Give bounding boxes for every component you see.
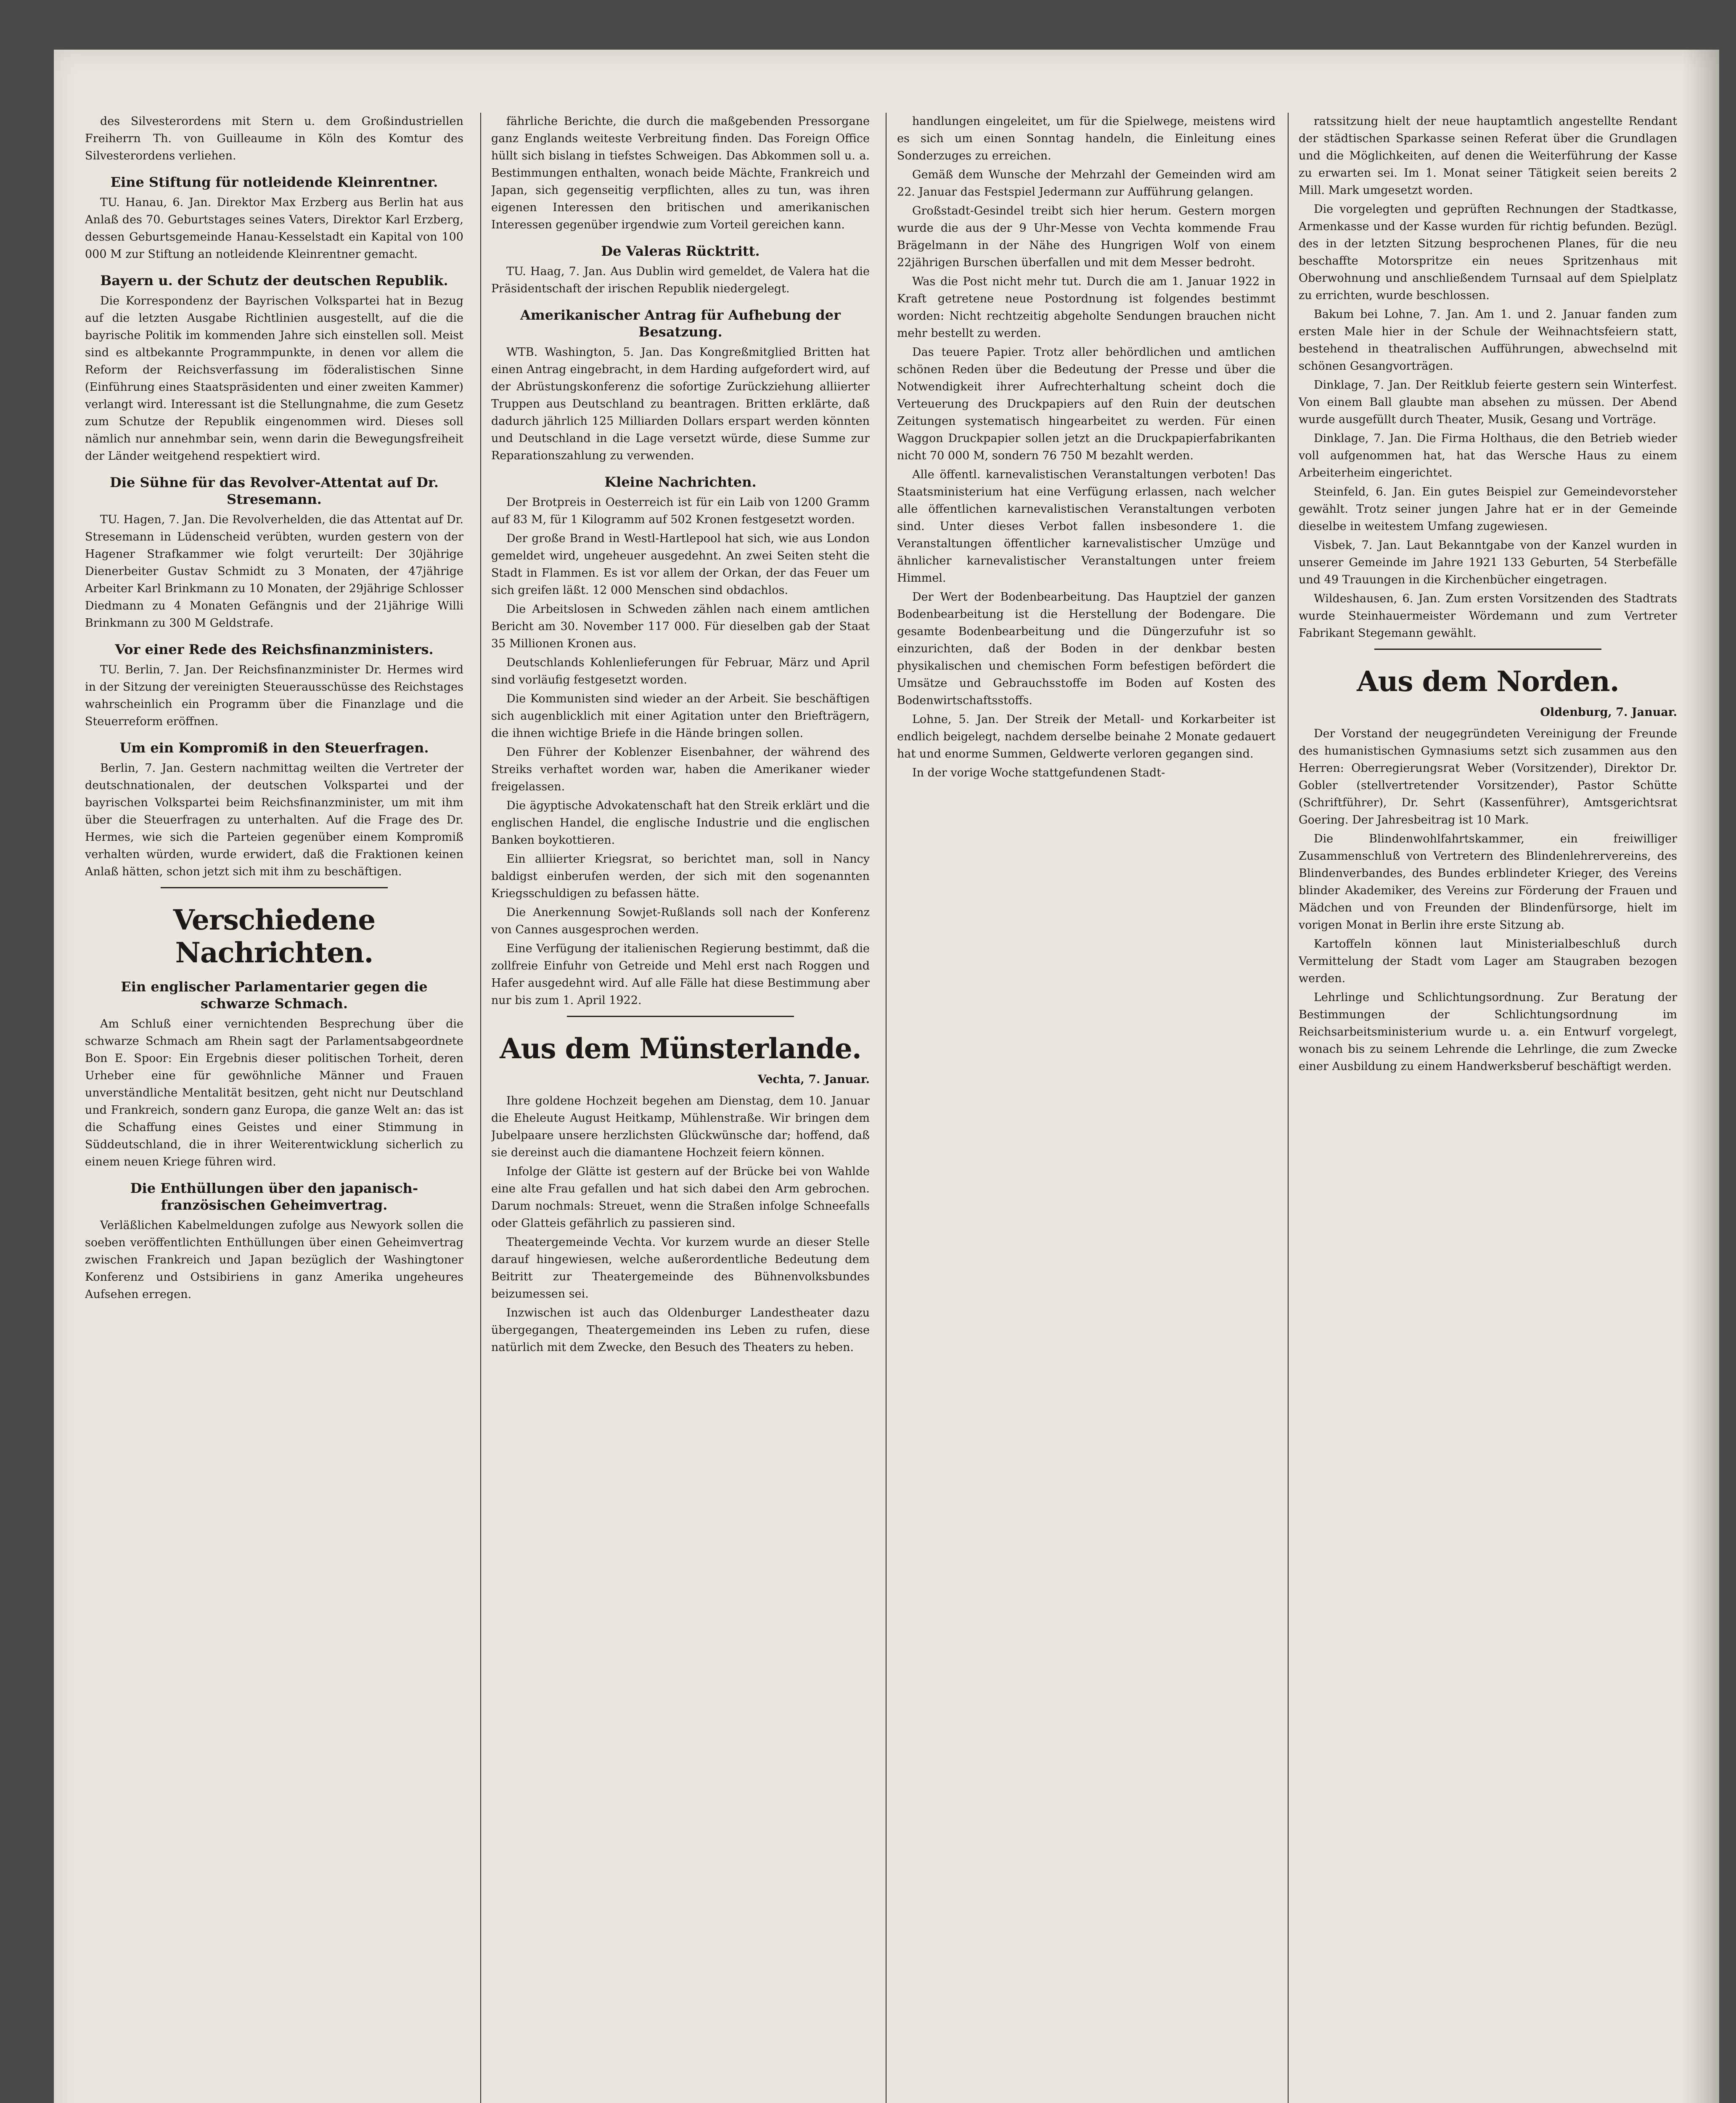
article-text: Die Arbeitslosen in Schweden zählen nach einem amtlichen Bericht am 30. November 117 000. Für dieselben gab der Staat 35 Millionen Kronen aus. [491,603,870,650]
section-title: Aus dem Münsterlande. [500,1032,861,1065]
article-text: Die vorgelegten und geprüften Rechnungen der Stadtkasse, Armenkasse und der Kasse wurden für richtig befunden. Bezügl. des in der letzten Sitzung besprochenen Planes, für die neu beschaffte Motorspritze ein neues Spritzenhaus mit Oberwohnung und anschließendem Turnsaal auf dem Spielplatz zu errichten, wurde beschlossen. [1299,203,1677,302]
article-text: ratssitzung hielt der neue hauptamtlich angestellte Rendant der städtischen Sparkasse seinen Referat über die Grundlagen und die Möglichkeiten, auf denen die Weiterführung der Kasse zu erwarten sei. Im 1. Monat seiner Tätigkeit seien bereits 2 Mill. Mark umgesetzt worden. [1299,115,1677,197]
article-text: Eine Verfügung der italienischen Regierung bestimmt, daß die zollfreie Einfuhr von Getreide und Mehl erst nach Roggen und Hafer ausgedehnt wird. Auf alle Fälle hat diese Bestimmung aber nur bis zum 1. April 1922. [491,942,870,1007]
column-divider [480,113,481,2103]
article-text: Gemäß dem Wunsche der Mehrzahl der Gemeinden wird am 22. Januar das Festspiel Jedermann zur Aufführung gelangen. [897,168,1276,199]
article-text: In der vorige Woche stattgefundenen Stadt- [912,766,1165,779]
article-text: Die ägyptische Advokatenschaft hat den Streik erklärt und die englischen Handel, die englische Industrie und die englischen Banken boykottieren. [491,799,870,847]
article-text: Inzwischen ist auch das Oldenburger Landestheater dazu übergegangen, Theatergemeinden ins Leben zu rufen, diese natürlich mit dem Zwecke, den Besuch des Theaters zu heben. [491,1306,870,1354]
article-text: Die Korrespondenz der Bayrischen Volkspartei hat in Bezug auf die letzten Ausgabe Richtlinien ausgestellt, auf die die bayrische Politik im kommenden Jahre sich einstellen soll. Meist sind es altbekannte Programmpunkte, in denen vor allem die Reform der Reichsverfassung im föderalistischen Sinne (Einführung eines Staatspräsidenten und einer zweiten Kammer) verlangt wird. Interessant ist die Stellungnahme, die zum Gesetz zum Schutze der Republik eingenommen wird. Dieses soll nämlich nur annehmbar sein, wenn darin die Bewegungsfreiheit der Länder weitgehend respektiert wird. [85,294,463,463]
column-divider [886,113,887,2103]
article-headline: Bayern u. der Schutz der deutschen Republik. [100,273,448,289]
section-title: Aus dem Norden. [1357,665,1619,698]
section-rule [161,887,388,888]
article-text: Den Führer der Koblenzer Eisenbahner, der während des Streiks verhaftet worden war, haben die Amerikaner wieder freigelassen. [491,746,870,793]
article-text: Lehrlinge und Schlichtungsordnung. Zur Beratung der Bestimmungen der Schlichtungsordnung im Reichsarbeitsministerium wurde u. a. ein Entwurf vorgelegt, wonach bis zu seinem Lehrende die Lehrlinge, die zum Zwecke einer Ausbildung zu einem Handwerksberuf beschäftigt werden. [1299,991,1677,1073]
dateline: Oldenburg, 7. Januar. [1540,706,1677,719]
article-text: Infolge der Glätte ist gestern auf der Brücke bei von Wahlde eine alte Frau gefallen und hat sich dabei den Arm gebrochen. Darum nochmals: Streuet, wenn die Straßen infolge Schneefalls oder Glatteis gefährlich zu passieren sind. [491,1165,870,1230]
dateline: Vechta, 7. Januar. [757,1073,870,1086]
article-text: Der Brotpreis in Oesterreich ist für ein Laib von 1200 Gramm auf 83 M, für 1 Kilogramm auf 502 Kronen festgesetzt worden. [491,496,870,526]
article-headline: Die Enthüllungen über den japanisch-französischen Geheimvertrag. [130,1180,418,1213]
article-text: Bakum bei Lohne, 7. Jan. Am 1. und 2. Januar fanden zum ersten Male hier in der Schule der Weihnachtsfeiern statt, bestehend in theatralischen Aufführungen, abwechselnd mit schönen Gesangvorträgen. [1299,308,1677,373]
article-text: Visbek, 7. Jan. Laut Bekanntgabe von der Kanzel wurden in unserer Gemeinde im Jahre 1921 133 Geburten, 54 Sterbefälle und 49 Trauungen in die Kirchenbücher eingetragen. [1299,539,1677,586]
article-text: TU. Hanau, 6. Jan. Direktor Max Erzberg aus Berlin hat aus Anlaß des 70. Geburtstages seines Vaters, Direktor Karl Erzberg, dessen Geburtsgemeinde Hanau-Kesselstadt ein Kapital von 100 000 M zur Stiftung an notleidende Kleinrentner gemacht. [85,196,463,261]
article-text: Lohne, 5. Jan. Der Streik der Metall- und Korkarbeiter ist endlich beigelegt, nachdem derselbe beinahe 2 Monate gedauert hat und enorme Summen, Geldwerte verloren gegangen sind. [897,713,1276,760]
article-text: Steinfeld, 6. Jan. Ein gutes Beispiel zur Gemeindevorsteher gewählt. Trotz seiner jungen Jahre hat er in der Gemeinde dieselbe in weitestem Umfang zugewiesen. [1299,485,1677,533]
article-text: Alle öffentl. karnevalistischen Veranstaltungen verboten! Das Staatsministerium hat eine Verfügung erlassen, nach welcher alle öffentlichen karnevalistischen Veranstaltungen verboten sind. Unter dieses Verbot fallen insbesondere 1. die Veranstaltungen öffentlicher karnevalistischer Umzüge und ähnlicher karnevalistischer Veranstaltungen unter freiem Himmel. [897,468,1276,585]
article-text: Dinklage, 7. Jan. Der Reitklub feierte gestern sein Winterfest. Von einem Ball glaubte man absehen zu müssen. Der Abend wurde ausgefüllt durch Theater, Musik, Gesang und Vorträge. [1299,379,1677,426]
article-headline: Die Sühne für das Revolver-Attentat auf Dr. Stresemann. [110,474,439,507]
article-text: TU. Hagen, 7. Jan. Die Revolverhelden, die das Attentat auf Dr. Stresemann in Lüdenscheid verübten, wurden gestern von der Hagener Strafkammer wie folgt verurteilt: Der 30jährige Dienerbeiter Gustav Schmidt zu 3 Monaten, der 47jährige Arbeiter Karl Brinkmann zu 10 Monaten, der 29jährige Schlosser Diedmann zu 4 Monaten Gefängnis und der 21jährige Willi Brinkmann zu 300 M Geldstrafe. [85,513,463,630]
article-text: Der große Brand in Westl-Hartlepool hat sich, wie aus London gemeldet wird, ungeheuer ausgedehnt. An zwei Seiten steht die Stadt in Flammen. Es ist vor allem der Orkan, der das Feuer um sich greifen läßt. 12 000 Menschen sind obdachlos. [491,532,870,597]
article-text: Am Schluß einer vernichtenden Besprechung über die schwarze Schmach am Rhein sagt der Parlamentsabgeordnete Bon E. Spoor: Ein Ergebnis dieser politischen Torheit, deren Urheber eine für gewöhnliche Männer und Frauen unverständliche Mentalität besitzen, geht nicht nur Deutschland und Frankreich, sondern ganz Europa, die ganze Welt an: das ist die Schaffung eines Geistes und einer Stimmung in Süddeutschland, die in ihrer Weiterentwicklung sicherlich zu einem neuen Kriege führen wird. [85,1017,463,1168]
column-1 [85,113,463,2103]
article-headline: De Valeras Rücktritt. [601,243,760,259]
article-headline: Um ein Kompromiß in den Steuerfragen. [119,740,429,756]
article-text: Wildeshausen, 6. Jan. Zum ersten Vorsitzenden des Stadtrats wurde Steinhauermeister Wördemann und zum Vertreter Fabrikant Stegemann gewählt. [1299,592,1677,640]
article-text: Ein alliierter Kriegsrat, so berichtet man, soll in Nancy baldigst einberufen werden, der sich mit den sogenannten Kriegsschuldigen zu befassen hätte. [491,853,870,900]
column-3 [897,113,1276,2103]
article-text: Ihre goldene Hochzeit begehen am Dienstag, dem 10. Januar die Eheleute August Heitkamp, Mühlenstraße. Wir bringen dem Jubelpaare unsere herzlichsten Glückwünsche dar; hoffend, daß sie dereinst auch die diamantene Hochzeit feiern können. [491,1094,870,1159]
section-rule [1374,649,1601,650]
article-text: WTB. Washington, 5. Jan. Das Kongreßmitglied Britten hat einen Antrag eingebracht, in dem Harding aufgefordert wird, auf der Abrüstungskonferenz die sofortige Zurückziehung alliierter Truppen aus Deutschland zu beantragen. Britten erklärte, daß dadurch jährlich 125 Milliarden Dollars erspart werden könnten und Deutschland in die Lage versetzt würde, diese Summe zur Reparationszahlung zu verwenden. [491,346,870,462]
article-text: Was die Post nicht mehr tut. Durch die am 1. Januar 1922 in Kraft getretene neue Postordnung ist folgendes bestimmt worden: Nicht rechtzeitig abgeholte Sendungen brauchen nicht mehr bestellt zu werden. [897,275,1276,340]
article-text: Die Kommunisten sind wieder an der Arbeit. Sie beschäftigen sich augenblicklich mit einer Agitation unter den Briefträgern, die ihnen wichtige Briefe in die Hände bringen sollen. [491,692,870,740]
article-text: Die Blindenwohlfahrtskammer, ein freiwilliger Zusammenschluß von Vertretern des Blindenlehrervereins, des Blindenverbandes, des Bundes erblindeter Krieger, des Vereins blinder Akademiker, des Vereins zur Förderung der Frauen und Mädchen und von Freunden der Blindenfürsorge, hielt im vorigen Monat in Berlin ihre erste Sitzung ab. [1299,832,1677,932]
column-2 [491,113,870,2103]
article-text: Das teuere Papier. Trotz aller behördlichen und amtlichen schönen Reden über die Bedeutung der Presse und über die Notwendigkeit ihrer Aufrechterhaltung scheint doch die Verteuerung des Druckpapiers auf den Ruin der deutschen Zeitungen systematisch hingearbeitet zu werden. Für einen Waggon Druckpapier sollen jetzt an die Druckpapierfabrikanten nicht 70 000 M, sondern 76 750 M bezahlt werden. [897,346,1276,462]
article-text: Großstadt-Gesindel treibt sich hier herum. Gestern morgen wurde die aus der 9 Uhr-Messe von Vechta kommende Frau Brägelmann in der Nähe des Hungrigen Wolf von einem 22jährigen Burschen überfallen und mit dem Messer bedroht. [897,204,1276,269]
article-text: Der Vorstand der neugegründeten Vereinigung der Freunde des humanistischen Gymnasiums setzt sich zusammen aus den Herren: Oberregierungsrat Weber (Vorsitzender), Direktor Dr. Gobler (stellvertretender Vorsitzender), Pastor Schütte (Schriftführer), Dr. Sehrt (Kassenführer), Amtsgerichtsrat Goering. Der Jahresbeitrag ist 10 Mark. [1299,727,1677,826]
section-title: Verschiedene Nachrichten. [173,903,376,969]
column-4 [1299,113,1677,2103]
article-headline: Amerikanischer Antrag für Aufhebung der Besatzung. [520,307,841,340]
article-text: Verläßlichen Kabelmeldungen zufolge aus Newyork sollen die soeben veröffentlichten Enthüllungen über einen Geheimvertrag zwischen Frankreich und Japan bezüglich der Washingtoner Konferenz und Ostsibiriens in ganz Amerika ungeheures Aufsehen erregen. [85,1219,463,1301]
article-text: TU. Haag, 7. Jan. Aus Dublin wird gemeldet, de Valera hat die Präsidentschaft der irischen Republik niedergelegt. [491,265,870,295]
article-text: handlungen eingeleitet, um für die Spielwege, meistens wird es sich um einen Sonntag handeln, die Einleitung eines Sonderzuges zu erreichen. [897,115,1276,162]
article-text: Deutschlands Kohlenlieferungen für Februar, März und April sind vorläufig festgesetzt worden. [491,656,870,686]
article-text: Berlin, 7. Jan. Gestern nachmittag weilten die Vertreter der deutschnationalen, der deutschen Volkspartei und der bayrischen Volkspartei beim Reichsfinanzminister, um mit ihm über die Steuerfragen zu unterhalten. Auf die Frage des Dr. Hermes, wie sich die Parteien gegenüber einem Kompromiß verhalten würden, wurde erwidert, daß die Fraktionen keinen Anlaß hätten, schon jetzt sich mit ihm zu beschäftigen. [85,762,463,878]
article-text: Der Wert der Bodenbearbeitung. Das Hauptziel der ganzen Bodenbearbeitung ist die Herstellung der Bodengare. Die gesamte Bodenbearbeitung und die Düngerzufuhr ist so einzurichten, daß der Boden in der denkbar besten physikalischen und chemischen Form befestigen befördert die Umsätze und Gebrauchsstoffe im Boden auf Kosten des Bodenwirtschaftsstoffs. [897,591,1276,707]
column-divider [1288,113,1289,2103]
section-rule [567,1016,794,1017]
article-text: Die Anerkennung Sowjet-Rußlands soll nach der Konferenz von Cannes ausgesprochen werden. [491,906,870,936]
article-text: fährliche Berichte, die durch die maßgebenden Pressorgane ganz Englands weiteste Verbreitung finden. Das Foreign Office hüllt sich bislang in tiefstes Schweigen. Das Abkommen soll u. a. Bestimmungen enthalten, wonach beide Mächte, Frankreich und Japan, sich gegenseitig verpflichten, alles zu tun, was ihren eigenen Interessen den britischen und amerikanischen Interessen gegenüber irgendwie zum Vorteil gereichen kann. [491,115,870,231]
article-text: TU. Berlin, 7. Jan. Der Reichsfinanzminister Dr. Hermes wird in der Sitzung der vereinigten Steuerausschüsse des Reichstages wahrscheinlich ein Programm über die Finanzlage und die Steuerreform eröffnen. [85,663,463,728]
article-headline: Kleine Nachrichten. [604,474,757,490]
article-headline: Vor einer Rede des Reichsfinanzministers. [115,641,434,657]
newspaper-page [54,50,1719,2103]
article-headline: Eine Stiftung für notleidende Kleinrentner. [110,174,438,190]
article-text: Dinklage, 7. Jan. Die Firma Holthaus, die den Betrieb wieder voll aufgenommen hat, hat das Wersche Haus zu einem Arbeiterheim eingerichtet. [1299,432,1677,479]
article-headline: Ein englischer Parlamentarier gegen die schwarze Schmach. [121,979,428,1012]
article-text: Kartoffeln können laut Ministerialbeschluß durch Vermittelung der Stadt vom Lager am Staugraben bezogen werden. [1299,938,1677,985]
article-text: Theatergemeinde Vechta. Vor kurzem wurde an dieser Stelle darauf hingewiesen, welche außerordentliche Bedeutung dem Beitritt zur Theatergemeinde des Bühnenvolksbundes beizumessen sei. [491,1236,870,1300]
article-text: des Silvesterordens mit Stern u. dem Großindustriellen Freiherrn Th. von Guilleaume in Köln des Komtur des Silvesterordens verliehen. [85,115,463,162]
